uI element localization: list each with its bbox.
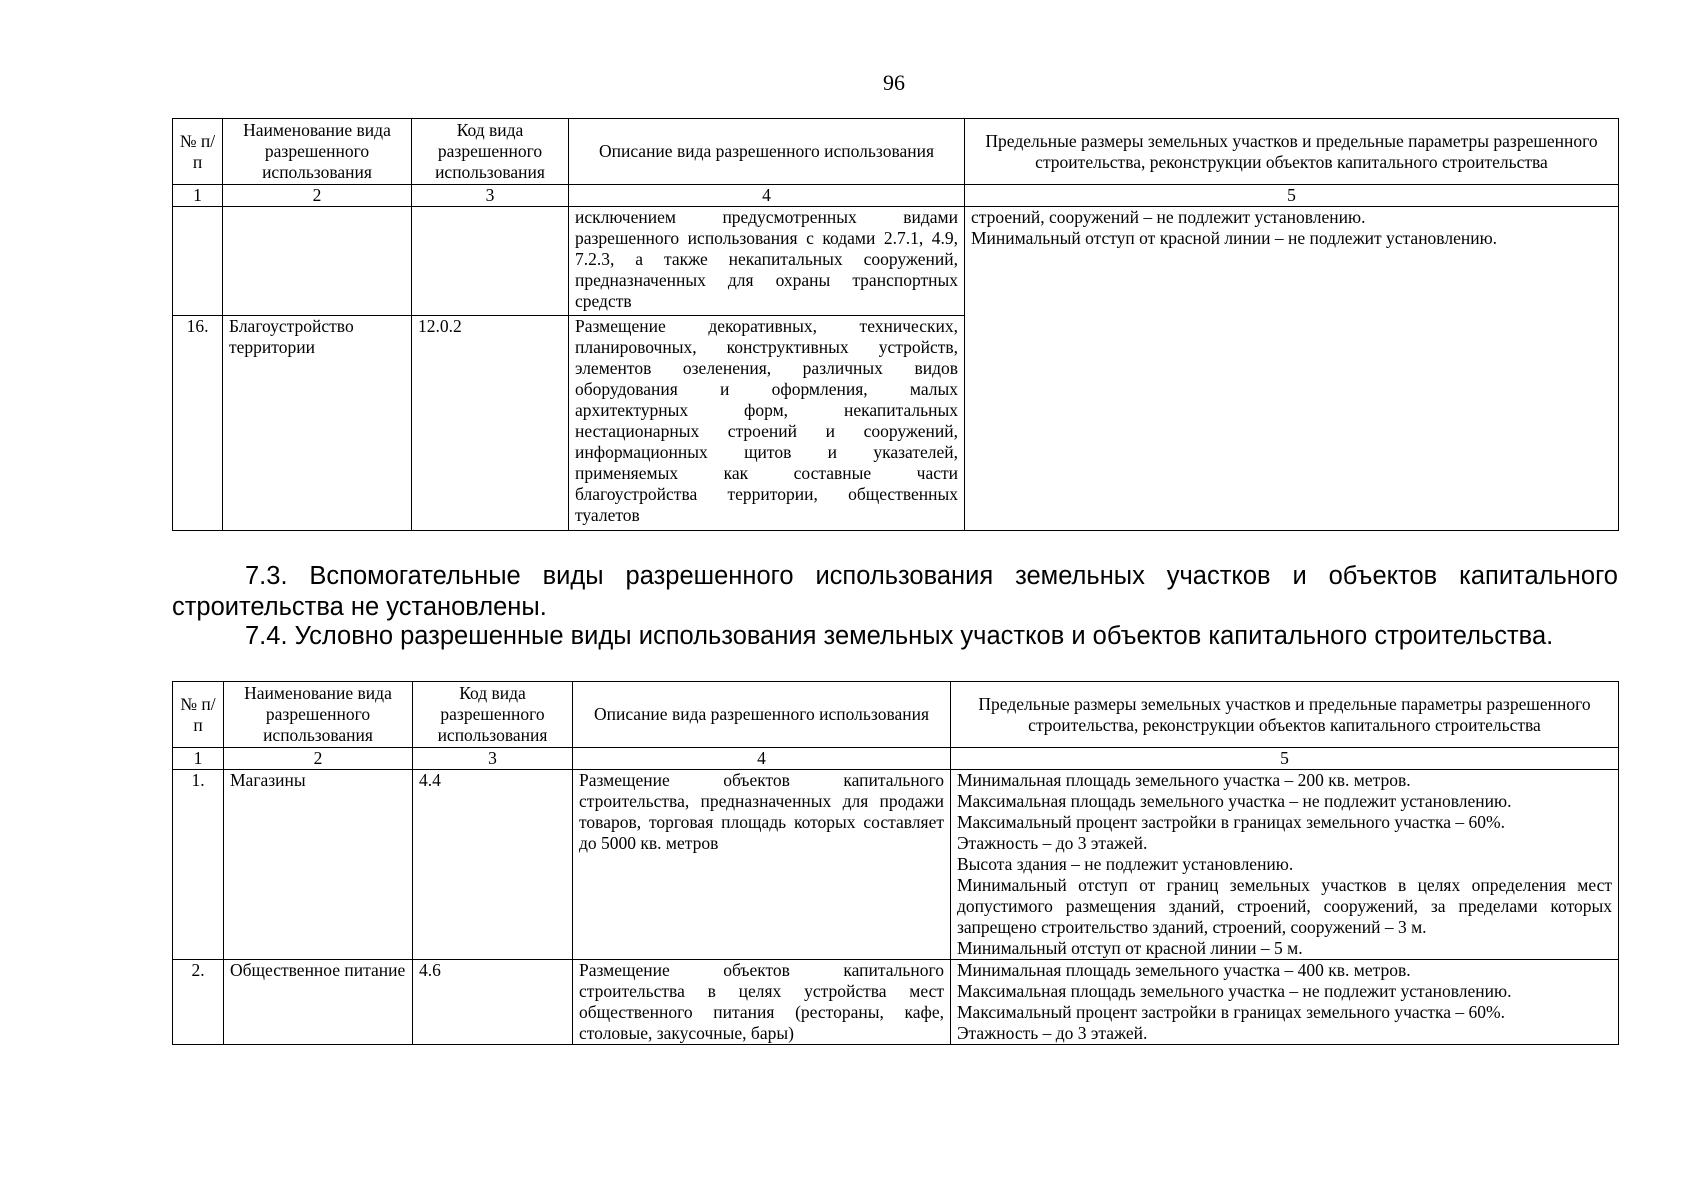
header-num: № п/п xyxy=(173,682,224,748)
cell-code xyxy=(412,207,569,316)
column-number: 3 xyxy=(412,185,569,207)
cell-num: 16. xyxy=(173,316,223,531)
limit-line: Минимальная площадь земельного участка – 400 кв. метров. xyxy=(957,960,1411,980)
table-row xyxy=(173,770,1619,960)
header-name: Наименование вида разрешенного использования xyxy=(224,682,413,748)
paragraph-7-4: 7.4. Условно разрешенные виды использования земельных участков и объектов капитального строительства. xyxy=(245,622,1554,650)
header-name: Наименование вида разрешенного использования xyxy=(223,119,412,185)
column-number: 2 xyxy=(224,748,413,770)
table-row xyxy=(173,207,1619,316)
cell-code: 4.4 xyxy=(413,770,573,960)
column-number: 3 xyxy=(413,748,573,770)
cell-desc: Размещение декоративных, технических, планировочных, конструктивных устройств, элементов озеленения, различных видов оборудования и оформления, малых архитектурных форм, некапитальных нестационарных строений и сооружений, информационных щитов и указателей, применяемых как составные части благоустройства территории, общественных туалетов xyxy=(569,316,965,531)
conditional-uses-table xyxy=(172,681,1619,1045)
cell-desc: исключением предусмотренных видами разрешенного использования с кодами 2.7.1, 4.9, 7.2.3, а также некапитальных сооружений, предназначенных для охраны транспортных средств xyxy=(569,207,965,316)
cell-desc: Размещение объектов капитального строительства в целях устройства мест общественного питания (рестораны, кафе, столовые, закусочные, бары) xyxy=(573,960,951,1045)
column-number: 2 xyxy=(223,185,412,207)
limit-line: Максимальная площадь земельного участка – не подлежит установлению. xyxy=(957,791,1512,811)
cell-name: Магазины xyxy=(224,770,413,960)
main-uses-table-continued xyxy=(172,118,1619,531)
table-row xyxy=(173,960,1619,1045)
page-number: 96 xyxy=(883,70,905,95)
column-number: 4 xyxy=(573,748,951,770)
limit-line: Этажность – до 3 этажей. xyxy=(957,833,1148,853)
limit-line: Максимальный процент застройки в границах земельного участка – 60%. xyxy=(957,1002,1506,1022)
cell-code: 12.0.2 xyxy=(412,316,569,531)
cell-desc: Размещение объектов капитального строительства, предназначенных для продажи товаров, торговая площадь которых составляет до 5000 кв. метров xyxy=(573,770,951,960)
header-limits: Предельные размеры земельных участков и предельные параметры разрешенного строительства, реконструкции объектов капитального строительства xyxy=(965,119,1619,185)
cell-limits xyxy=(951,960,1619,1045)
cell-limits xyxy=(965,207,1619,531)
header-limits: Предельные размеры земельных участков и предельные параметры разрешенного строительства, реконструкции объектов капитального строительства xyxy=(951,682,1619,748)
cell-num xyxy=(173,207,223,316)
cell-num: 2. xyxy=(173,960,224,1045)
limit-line: Максимальная площадь земельного участка – не подлежит установлению. xyxy=(957,981,1512,1001)
column-number: 1 xyxy=(173,748,224,770)
table-header-row xyxy=(173,682,1619,748)
column-number: 4 xyxy=(569,185,965,207)
header-code: Код вида разрешенного использования xyxy=(412,119,569,185)
cell-code: 4.6 xyxy=(413,960,573,1045)
cell-name: Общественное питание xyxy=(224,960,413,1045)
limit-line: строений, сооружений – не подлежит установлению. xyxy=(971,207,1366,227)
limit-line: Минимальный отступ от границ земельных участков в целях определения мест допустимого размещения зданий, строений, сооружений, за пределами которых запрещено строительство зданий, строений, сооружений – 3 м. xyxy=(957,875,1612,937)
limit-line: Минимальный отступ от красной линии – 5 м. xyxy=(957,938,1303,958)
header-num: № п/п xyxy=(173,119,223,185)
header-code: Код вида разрешенного использования xyxy=(413,682,573,748)
table-header-row xyxy=(173,119,1619,185)
column-number-row xyxy=(173,185,1619,207)
limit-line: Высота здания – не подлежит установлению. xyxy=(957,854,1294,874)
cell-name xyxy=(223,207,412,316)
limit-line: Минимальная площадь земельного участка – 200 кв. метров. xyxy=(957,770,1411,790)
cell-limits xyxy=(951,770,1619,960)
paragraph-7-3: 7.3. Вспомогательные виды разрешенного использования земельных участков и объектов капитального строительства не установлены. xyxy=(172,562,1618,621)
column-number-row xyxy=(173,748,1619,770)
header-desc: Описание вида разрешенного использования xyxy=(573,682,951,748)
cell-num: 1. xyxy=(173,770,224,960)
limit-line: Этажность – до 3 этажей. xyxy=(957,1023,1148,1043)
cell-name: Благоустройство территории xyxy=(223,316,412,531)
column-number: 5 xyxy=(965,185,1619,207)
header-desc: Описание вида разрешенного использования xyxy=(569,119,965,185)
column-number: 1 xyxy=(173,185,223,207)
limit-line: Максимальный процент застройки в границах земельного участка – 60%. xyxy=(957,812,1506,832)
column-number: 5 xyxy=(951,748,1619,770)
limit-line: Минимальный отступ от красной линии – не подлежит установлению. xyxy=(971,228,1498,248)
